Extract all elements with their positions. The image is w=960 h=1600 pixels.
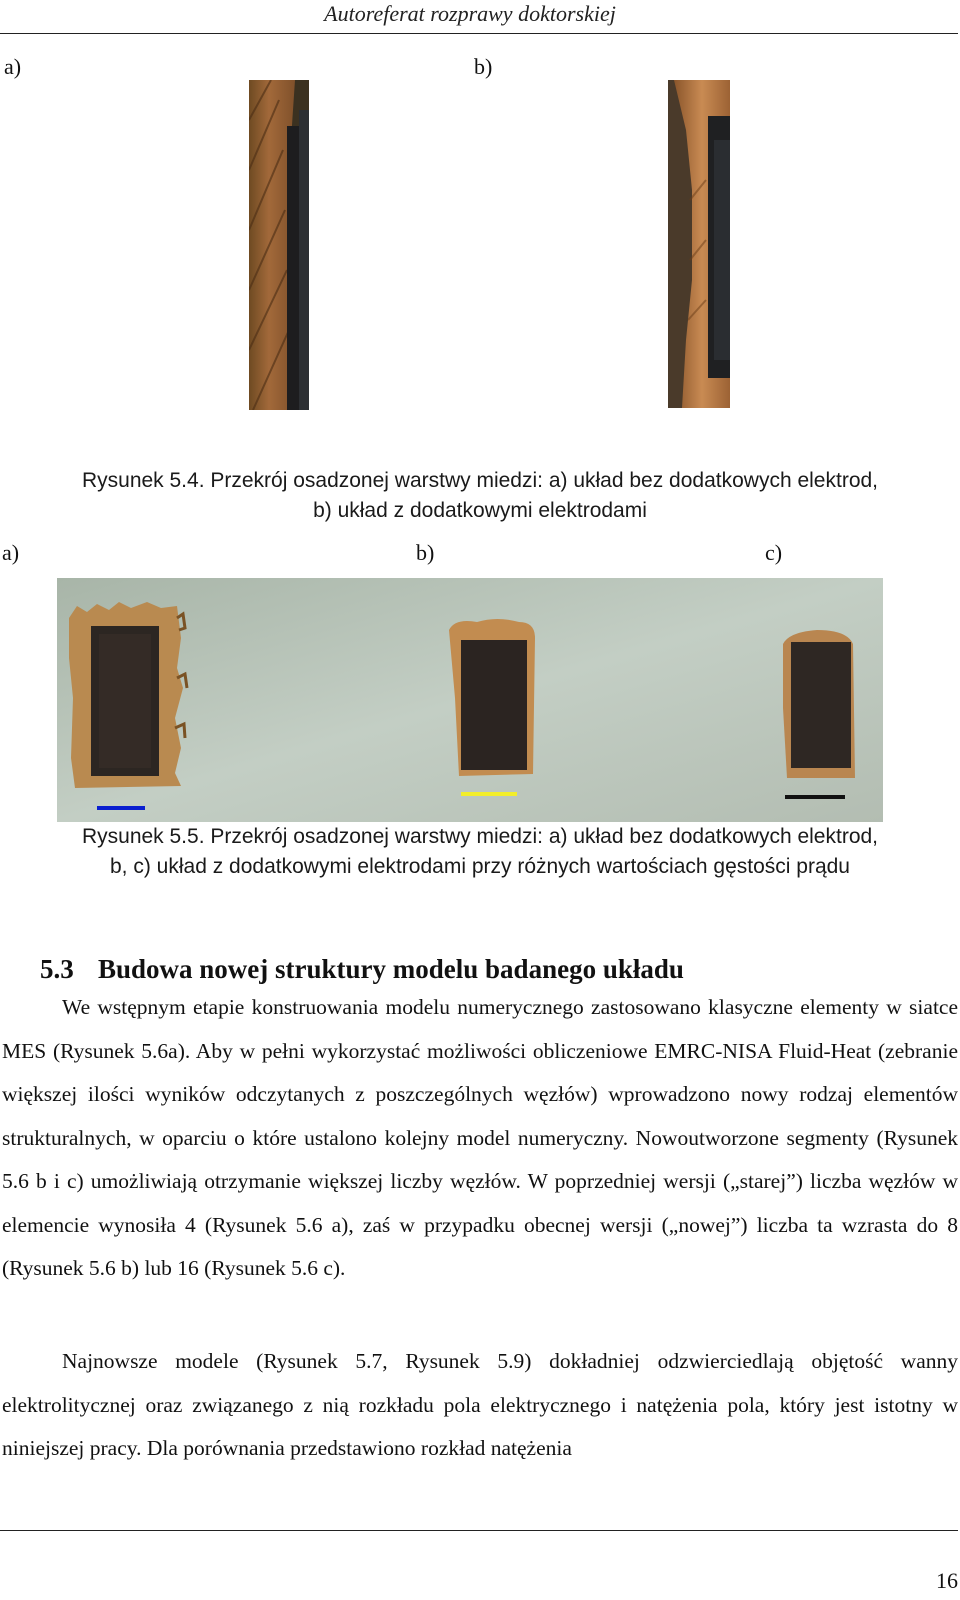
footer-rule: [0, 1530, 958, 1531]
figure-5-4-caption-line-2: b) układ z dodatkowymi elektrodami: [313, 499, 647, 522]
figure-5-4-caption-line-1: Rysunek 5.4. Przekrój osadzonej warstwy miedzi: a) układ bez dodatkowych elektrod,: [81, 469, 879, 492]
section-heading: [40, 952, 684, 986]
section-title: Budowa nowej struktury modelu badanego układu: [98, 954, 684, 984]
scale-bar-c: [785, 795, 845, 799]
body-paragraph-2: Najnowsze modele (Rysunek 5.7, Rysunek 5.9) dokładniej odzwierciedlają objętość wanny elektrolitycznej oraz związanego z nią rozkładu pola elektrycznego i natężenia pola, który jest istotny w niniejszej pracy. Dla porównania przedstawiono rozkład natężenia: [2, 1349, 958, 1460]
figure-5-5-caption-line-2: b, c) układ z dodatkowymi elektrodami przy różnych wartościach gęstości prądu: [110, 855, 850, 878]
figure-5-4a-cross-section-photo: [249, 80, 309, 410]
figure-5-4b-cross-section-photo: [668, 80, 730, 408]
figure-5-5-cross-section-photo: [57, 578, 883, 822]
sample-a: [69, 602, 187, 788]
figure-5-5-label-a: a): [2, 540, 20, 565]
section-number: 5.3: [40, 954, 74, 984]
scale-bar-a: [97, 806, 145, 810]
running-header: Autoreferat rozprawy doktorskiej: [324, 1, 616, 26]
figure-5-5-caption-line-1: Rysunek 5.5. Przekrój osadzonej warstwy miedzi: a) układ bez dodatkowych elektrod,: [81, 825, 879, 848]
figure-5-4-label-b: b): [474, 54, 493, 79]
figure-5-5-label-b: b): [416, 540, 435, 565]
sample-b: [449, 619, 535, 776]
page-number: 16: [936, 1568, 958, 1593]
header-rule: [0, 33, 958, 34]
scale-bar-b: [461, 792, 517, 796]
figure-5-5-label-c: c): [765, 540, 783, 565]
figure-5-4-label-a: a): [4, 54, 22, 79]
body-paragraph-1: We wstępnym etapie konstruowania modelu numerycznego zastosowano klasyczne elementy w siatce MES (Rysunek 5.6a). Aby w pełni wykorzystać możliwości obliczeniowe EMRC-NISA Fluid-Heat (zebranie większej ilości wyników odczytanych z poszczególnych węzłów) wprowadzono nowy rodzaj elementów strukturalnych, w oparciu o które ustalono kolejny model numeryczny. Nowoutworzone segmenty (Rysunek 5.6 b i c) umożliwiają otrzymanie większej liczby węzłów. W poprzedniej wersji („starej”) liczba węzłów w elemencie wynosiła 4 (Rysunek 5.6 a), zaś w przypadku obecnej wersji („nowej”) liczba ta wzrasta do 8 (Rysunek 5.6 b) lub 16 (Rysunek 5.6 c).: [2, 995, 958, 1280]
sample-c: [783, 630, 855, 778]
